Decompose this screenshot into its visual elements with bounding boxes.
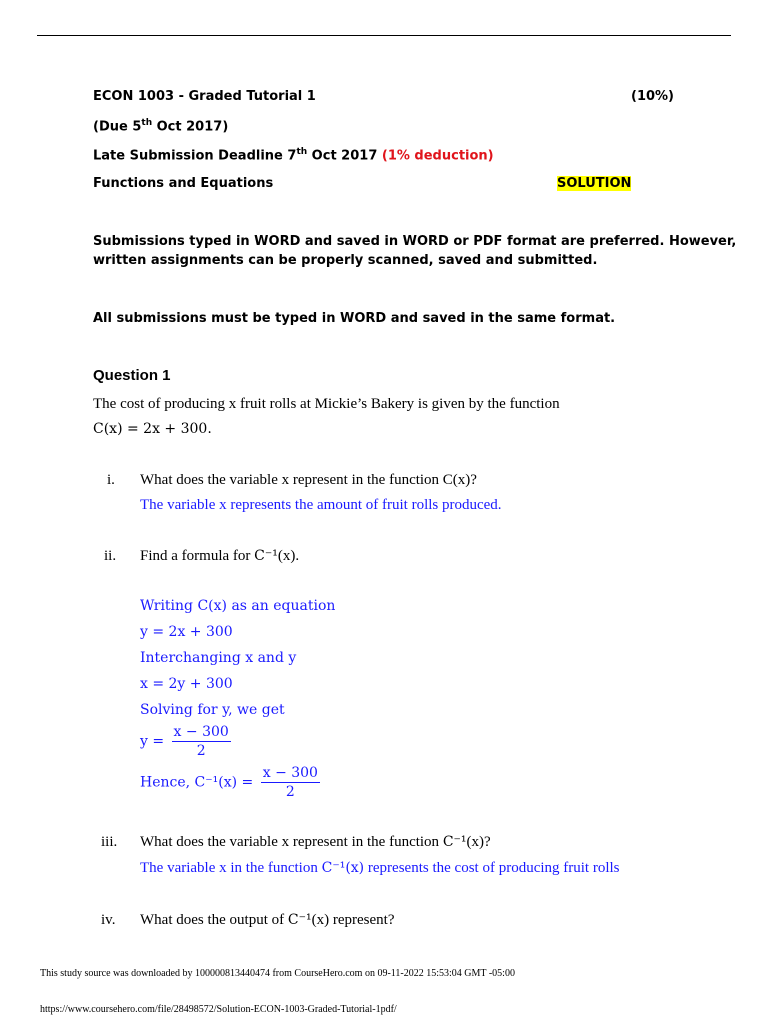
part-iii-answer: The variable x in the function C⁻¹(x) represents the cost of producing fruit rolls xyxy=(140,860,620,876)
source-url[interactable]: https://www.coursehero.com/file/28498572/Solution-ECON-1003-Graded-Tutorial-1pdf/ xyxy=(40,1004,397,1015)
part-ii-step-3: Interchanging x and y xyxy=(140,650,297,666)
part-ii-question: Find a formula for C⁻¹(x). xyxy=(140,548,300,564)
solution-tag: SOLUTION xyxy=(557,176,632,191)
grade-weight: (10%) xyxy=(631,89,674,104)
download-notice: This study source was downloaded by 100000813440474 from CourseHero.com on 09-11-2022 15:53:04 GMT -05:00 xyxy=(40,968,515,979)
part-ii-step-1: Writing C(x) as an equation xyxy=(140,598,336,614)
part-ii-number: ii. xyxy=(104,548,117,564)
part-iv-number: iv. xyxy=(101,912,116,928)
part-iii-number: iii. xyxy=(101,834,118,850)
late-penalty: (1% deduction) xyxy=(381,148,494,164)
part-i-question: What does the variable x represent in the function C(x)? xyxy=(140,472,477,488)
part-i-number: i. xyxy=(107,472,115,488)
instructions-line-3: All submissions must be typed in WORD and saved in the same format. xyxy=(93,311,616,326)
top-rule xyxy=(37,35,731,36)
part-iv-question: What does the output of C⁻¹(x) represent? xyxy=(140,912,395,928)
part-ii-step-4: x = 2y + 300 xyxy=(140,676,233,692)
instructions-line-2: written assignments can be properly scanned, saved and submitted. xyxy=(93,253,598,268)
due-date: (Due 5th Oct 2017) xyxy=(93,118,229,135)
late-deadline: Late Submission Deadline 7th Oct 2017 (1% deduction) xyxy=(93,147,494,164)
part-ii-step-2: y = 2x + 300 xyxy=(140,624,233,640)
course-title: ECON 1003 - Graded Tutorial 1 xyxy=(93,89,316,104)
part-ii-hence-fraction: Hence, C⁻¹(x) = $\frac{x - 300}{2}$ xyxy=(140,765,318,800)
part-ii-step-5: Solving for y, we get xyxy=(140,702,285,718)
part-i-answer: The variable x represents the amount of fruit rolls produced. xyxy=(140,497,502,513)
question-1-function: C(x) = 2x + 300. xyxy=(93,421,212,437)
question-1-intro: The cost of producing x fruit rolls at Mickie’s Bakery is given by the function xyxy=(93,396,560,412)
instructions-line-1: Submissions typed in WORD and saved in WORD or PDF format are preferred. However, xyxy=(93,234,737,249)
part-iii-question: What does the variable x represent in the function C⁻¹(x)? xyxy=(140,834,491,850)
question-1-title: Question 1 xyxy=(93,367,171,384)
topic: Functions and Equations xyxy=(93,176,274,191)
part-ii-y-fraction: y = $\frac{x - 300}{2}$ xyxy=(140,724,229,759)
